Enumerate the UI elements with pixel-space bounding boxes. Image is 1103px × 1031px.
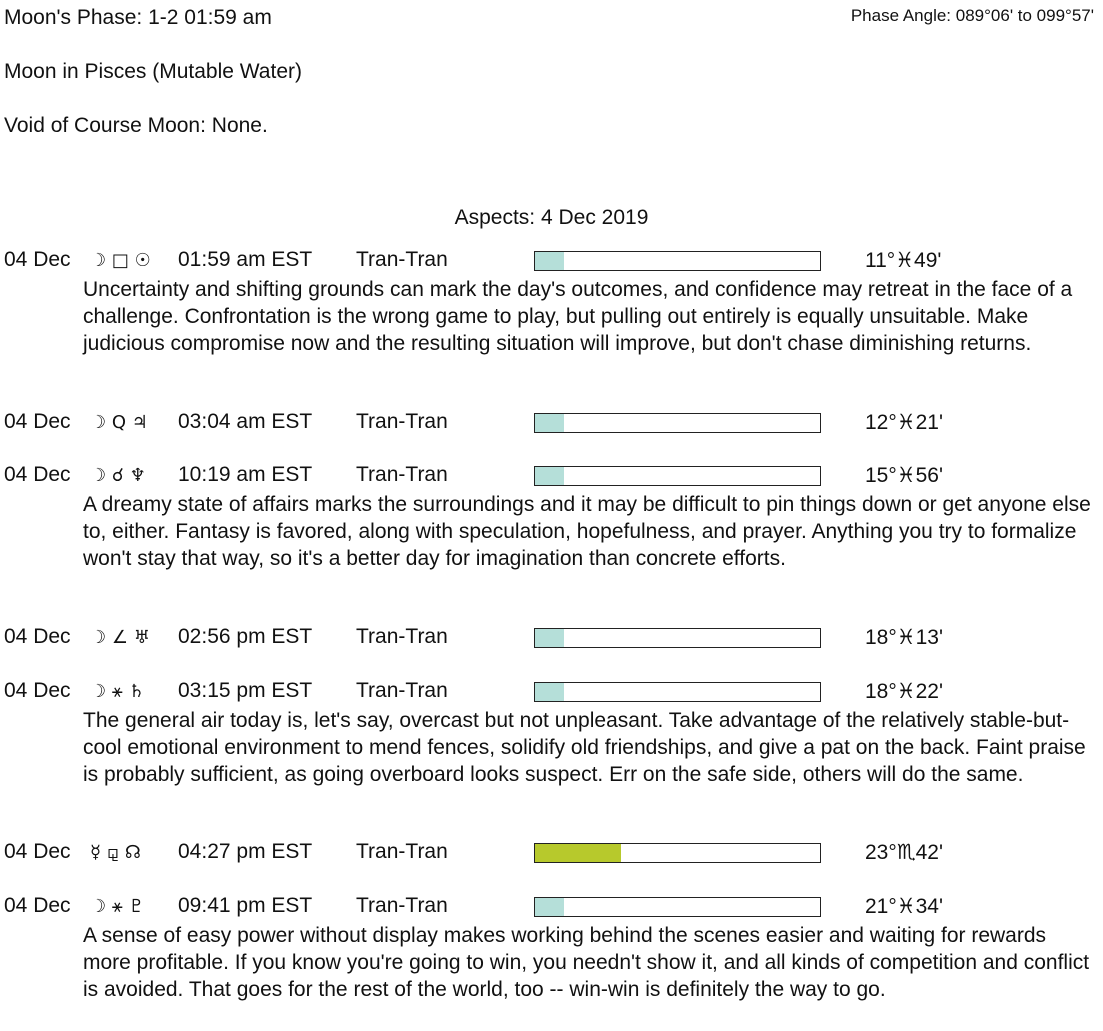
strength-bar-fill <box>535 467 564 485</box>
aspect-position: 18°♓22' <box>865 680 943 703</box>
aspect-description: Uncertainty and shifting grounds can mark the day's outcomes, and confidence may retreat in the face of a challenge. Confrontation is the wrong game to play, but pulling out entirely is equally unsuitable. Make judicious compromise now and the resulting situation will improve, but don't chase diminishing returns. <box>83 278 1073 355</box>
strength-bar <box>534 682 821 702</box>
aspect-description: The general air today is, let's say, overcast but not unpleasant. Take advantage of the relatively stable-but-cool emotional environment to mend fences, solidify old friendships, and give a pat on the back. Faint praise is probably sufficient, as going overboard looks suspect. Err on the safe side, others will do the same. <box>83 709 1086 786</box>
aspect-glyphs: ☽ Q ♃ <box>90 412 148 433</box>
aspect-entry <box>0 894 1103 1003</box>
aspect-date: 04 Dec <box>4 894 71 917</box>
aspect-time: 10:19 am EST <box>178 463 313 486</box>
aspect-type: Tran-Tran <box>356 625 448 648</box>
aspect-entry <box>0 248 1103 357</box>
aspect-glyphs: ☽ □ ☉ <box>90 250 151 271</box>
aspect-entry <box>0 410 1103 438</box>
aspect-entry <box>0 463 1103 572</box>
aspect-type: Tran-Tran <box>356 679 448 702</box>
aspect-date: 04 Dec <box>4 463 71 486</box>
aspect-time: 03:15 pm EST <box>178 679 313 702</box>
aspect-date: 04 Dec <box>4 840 71 863</box>
aspect-date: 04 Dec <box>4 410 71 433</box>
strength-bar <box>534 251 821 271</box>
aspect-type: Tran-Tran <box>356 248 448 271</box>
aspect-type: Tran-Tran <box>356 410 448 433</box>
moon-phase: Moon's Phase: 1-2 01:59 am <box>4 6 272 29</box>
aspect-time: 09:41 pm EST <box>178 894 313 917</box>
aspect-position: 12°♓21' <box>865 411 943 434</box>
aspect-type: Tran-Tran <box>356 894 448 917</box>
aspect-description: A sense of easy power without display makes working behind the scenes easier and waiting for rewards more profitable. If you know you're going to win, you needn't show it, and all kinds of competition and conflict is avoided. That goes for the rest of the world, too -- win-win is definitely the way to go. <box>83 924 1090 1001</box>
phase-angle: Phase Angle: 089°06' to 099°57' <box>850 6 1094 25</box>
aspect-glyphs: ☽ ⚹ ♄ <box>90 681 145 702</box>
void-of-course: Void of Course Moon: None. <box>4 114 268 137</box>
aspect-entry <box>0 840 1103 868</box>
aspect-type: Tran-Tran <box>356 840 448 863</box>
strength-bar <box>534 466 821 486</box>
strength-bar <box>534 897 821 917</box>
aspect-time: 04:27 pm EST <box>178 840 313 863</box>
aspect-time: 02:56 pm EST <box>178 625 313 648</box>
aspect-time: 01:59 am EST <box>178 248 313 271</box>
aspect-date: 04 Dec <box>4 625 71 648</box>
aspect-entry <box>0 679 1103 788</box>
aspect-glyphs: ☽ ☌ ♆ <box>90 465 146 486</box>
strength-bar <box>534 628 821 648</box>
aspect-time: 03:04 am EST <box>178 410 313 433</box>
strength-bar <box>534 413 821 433</box>
strength-bar <box>534 843 821 863</box>
aspect-position: 11°♓49' <box>865 249 942 272</box>
aspect-entry <box>0 625 1103 653</box>
aspect-position: 21°♓34' <box>865 895 943 918</box>
strength-bar-fill <box>535 414 564 432</box>
aspect-date: 04 Dec <box>4 679 71 702</box>
aspect-glyphs: ☽ ⚹ ♇ <box>90 896 145 917</box>
strength-bar-fill <box>535 629 564 647</box>
aspect-type: Tran-Tran <box>356 463 448 486</box>
aspect-position: 18°♓13' <box>865 626 943 649</box>
aspect-description: A dreamy state of affairs marks the surroundings and it may be difficult to pin things down or get anyone else to, either. Fantasy is favored, along with speculation, hopefulness, and prayer. Anything you try to formalize won't stay that way, so it's a better day for imagination than concrete efforts. <box>83 493 1091 570</box>
aspect-glyphs: ☽ ∠ ♅ <box>90 627 150 648</box>
strength-bar-fill <box>535 844 621 862</box>
aspect-position: 15°♓56' <box>865 464 943 487</box>
aspect-glyphs: ☿ ⚼ ☊ <box>90 842 141 863</box>
strength-bar-fill <box>535 252 564 270</box>
aspect-position: 23°♏42' <box>865 841 943 864</box>
strength-bar-fill <box>535 683 564 701</box>
strength-bar-fill <box>535 898 564 916</box>
moon-sign: Moon in Pisces (Mutable Water) <box>4 60 302 83</box>
aspects-title: Aspects: 4 Dec 2019 <box>454 206 649 229</box>
aspect-date: 04 Dec <box>4 248 71 271</box>
